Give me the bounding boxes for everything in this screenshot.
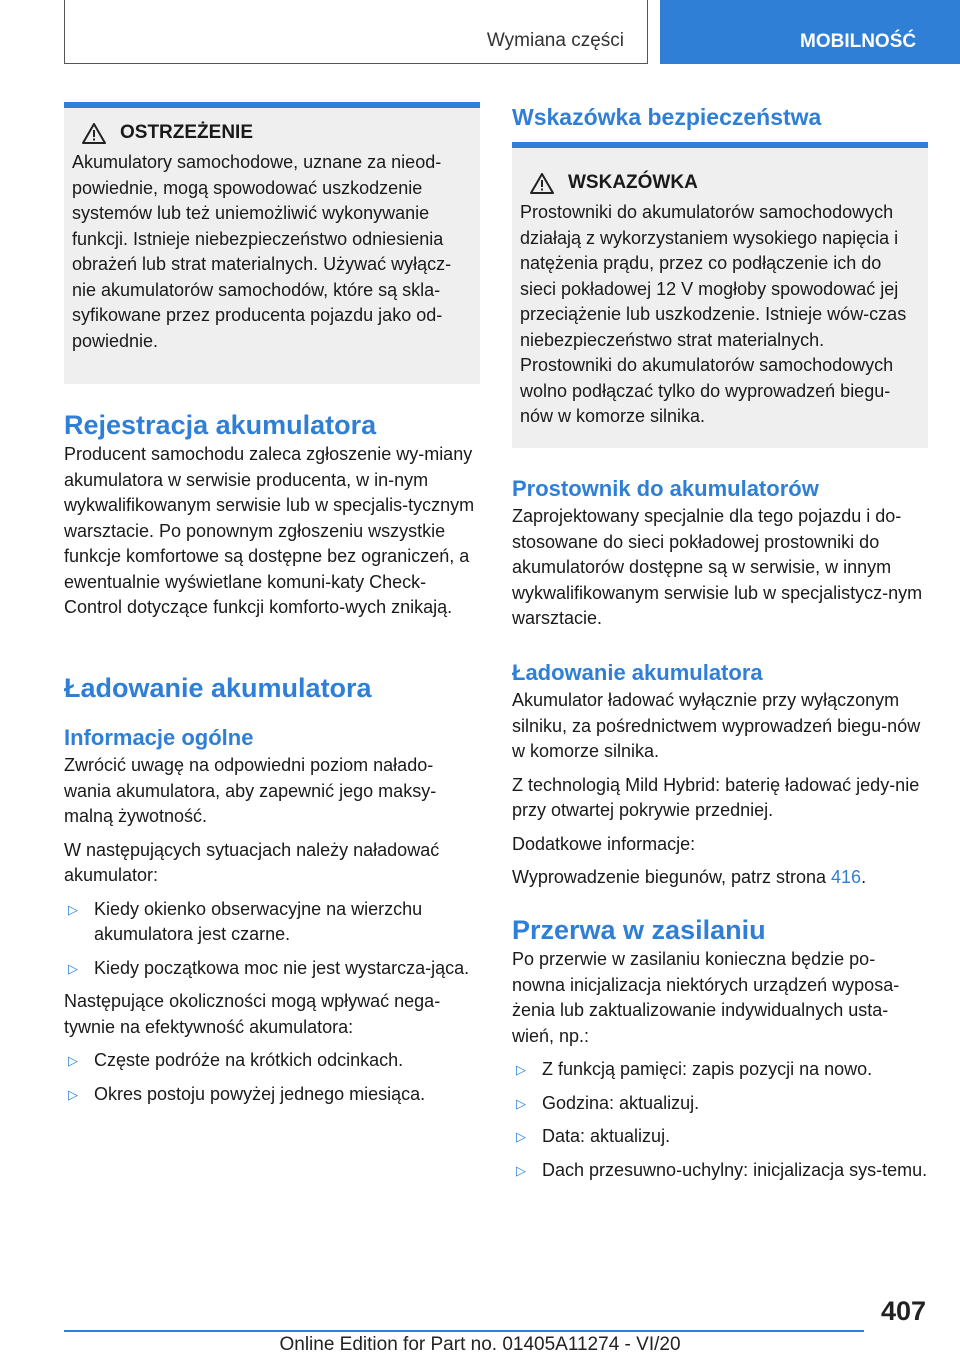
list-item: ▷ Częste podróże na krótkich odcinkach. — [64, 1048, 480, 1074]
header-section-title: Wymiana części — [486, 30, 624, 51]
bullet-triangle-icon: ▷ — [68, 1086, 78, 1102]
bullet-triangle-icon: ▷ — [68, 1053, 78, 1068]
header-chapter-tab[interactable]: MOBILNOŚĆ — [660, 0, 960, 64]
charger-heading: Prostownik do akumulatorów — [512, 476, 819, 501]
right-charging-paragraph-1: Akumulator ładować wyłącznie przy wyłączonym silniku, za pośrednictwem wyprowadzeń biegu-nów w komorze silnika. — [512, 690, 921, 761]
right-charging-section — [512, 658, 928, 899]
power-text: Po przerwie w zasilaniu konieczna będzie po-nowna inicjalizacja niektórych urządzeń wyposa-żenia lub zaktualizowanie indywidualnych usta-wień, np.: — [512, 949, 900, 1046]
warning-triangle-icon — [530, 173, 554, 194]
bullet-triangle-icon: ▷ — [68, 960, 78, 976]
right-charging-heading: Ładowanie akumulatora — [512, 660, 763, 685]
charging-heading: Ładowanie akumulatora — [64, 673, 372, 703]
bullet-triangle-icon: ▷ — [516, 1095, 526, 1111]
bullet-triangle-icon: ▷ — [516, 1062, 526, 1077]
charging-paragraph-2: W następujących sytuacjach należy naładować akumulator: — [64, 839, 440, 885]
charger-text: Zaprojektowany specjalnie dla tego pojazdu i do-stosowane do sieci pokładowej prostowniki do akumulatorów dostępne są w serwisie, w innym wykwalifikowanym serwisie lub w specjalistycz-nym warsztacie. — [512, 506, 923, 628]
page-reference-link[interactable]: 416 — [831, 867, 862, 887]
list-item: ▷ Dach przesuwno-uchylny: inicjalizacja sys-temu. — [512, 1158, 928, 1184]
bullet-triangle-icon: ▷ — [516, 1162, 526, 1178]
list-item: ▷ Kiedy początkowa moc nie jest wystarcza-jąca. — [64, 956, 480, 982]
bullet-triangle-icon: ▷ — [516, 1129, 526, 1144]
list-item: ▷ Okres postoju powyżej jednego miesiąca. — [64, 1082, 480, 1108]
power-section — [512, 913, 928, 1191]
note-box — [512, 142, 928, 448]
warning-header — [72, 122, 472, 144]
warning-box — [64, 102, 480, 384]
right-charging-paragraph-2: Z technologią Mild Hybrid: baterię ładować jedy-nie przy otwartej pokrywie przedniej. — [512, 774, 920, 820]
footer-edition: Online Edition for Part no. 01405A11274 - VI/20 — [279, 1334, 681, 1355]
note-header — [520, 172, 920, 194]
bullet-triangle-icon: ▷ — [68, 901, 78, 917]
footer-divider — [64, 1330, 864, 1332]
registration-heading: Rejestracja akumulatora — [64, 410, 377, 440]
charging-section — [64, 671, 480, 1115]
note-text: Prostowniki do akumulatorów samochodowych działają z wykorzystaniem wysokiego napięcia i natężenia prądu, przez co podłączenie ich do sieci pokładowej 12 V mogłoby spowodować jej przeciążenie lub uszkodzenie. Istnieje wów-czas niebezpieczeństwo strat materialnych. Prostowniki do akumulatorów samochodowych wolno podłączać tylko do wyprowadzeń biegu-nów w komorze silnika. — [520, 202, 907, 426]
warning-title: OSTRZEŻENIE — [120, 122, 254, 143]
charging-paragraph-3: Następujące okoliczności mogą wpływać nega-tywnie na efektywność akumulatora: — [64, 991, 441, 1037]
general-info-subheading: Informacje ogólne — [64, 725, 254, 750]
list-item: ▷ Godzina: aktualizuj. — [512, 1091, 928, 1117]
note-title: WSKAZÓWKA — [568, 172, 698, 193]
power-heading: Przerwa w zasilaniu — [512, 915, 766, 945]
list-item: ▷ Z funkcją pamięci: zapis pozycji na nowo. — [512, 1057, 928, 1083]
registration-text: Producent samochodu zaleca zgłoszenie wy-miany akumulatora w serwisie producenta, w in-nym wykwalifikowanym serwisie lub w specjalis-tycznym warsztacie. Po ponownym zgłoszeniu wszystkie funkcje komfortowe są dostępne bez ograniczeń, a ewentualnie wyświetlane komuni-katy Check-Control dotyczące funkcji komforto-wych znikają. — [64, 444, 475, 617]
list-item: ▷ Kiedy okienko obserwacyjne na wierzchu akumulatora jest czarne. — [68, 898, 423, 944]
right-charging-paragraph-4: Wyprowadzenie biegunów, patrz strona 416. — [512, 867, 867, 887]
charging-paragraph-1: Zwrócić uwagę na odpowiedni poziom nałado-wania akumulatora, aby zapewnić jego maksy-malną żywotność. — [64, 755, 437, 826]
right-charging-paragraph-3: Dodatkowe informacje: — [512, 833, 696, 854]
safety-heading: Wskazówka bezpieczeństwa — [512, 104, 822, 130]
warning-text: Akumulatory samochodowe, uznane za nieod-powiednie, mogą spowodować uszkodzenie systemów lub też uniemożliwić wykonywanie funkcji. Istnieje niebezpieczeństwo odniesienia obrażeń lub strat materialnych. Używać wyłącz-nie akumulatorów samochodów, które są skla-syfikowane przez producenta pojazdu jako od-powiednie. — [72, 152, 452, 351]
charger-section — [512, 474, 928, 640]
registration-section — [64, 408, 480, 629]
warning-triangle-icon — [82, 123, 106, 144]
list-item: ▷ Data: aktualizuj. — [512, 1124, 928, 1150]
page-number: 407 — [880, 1296, 926, 1326]
